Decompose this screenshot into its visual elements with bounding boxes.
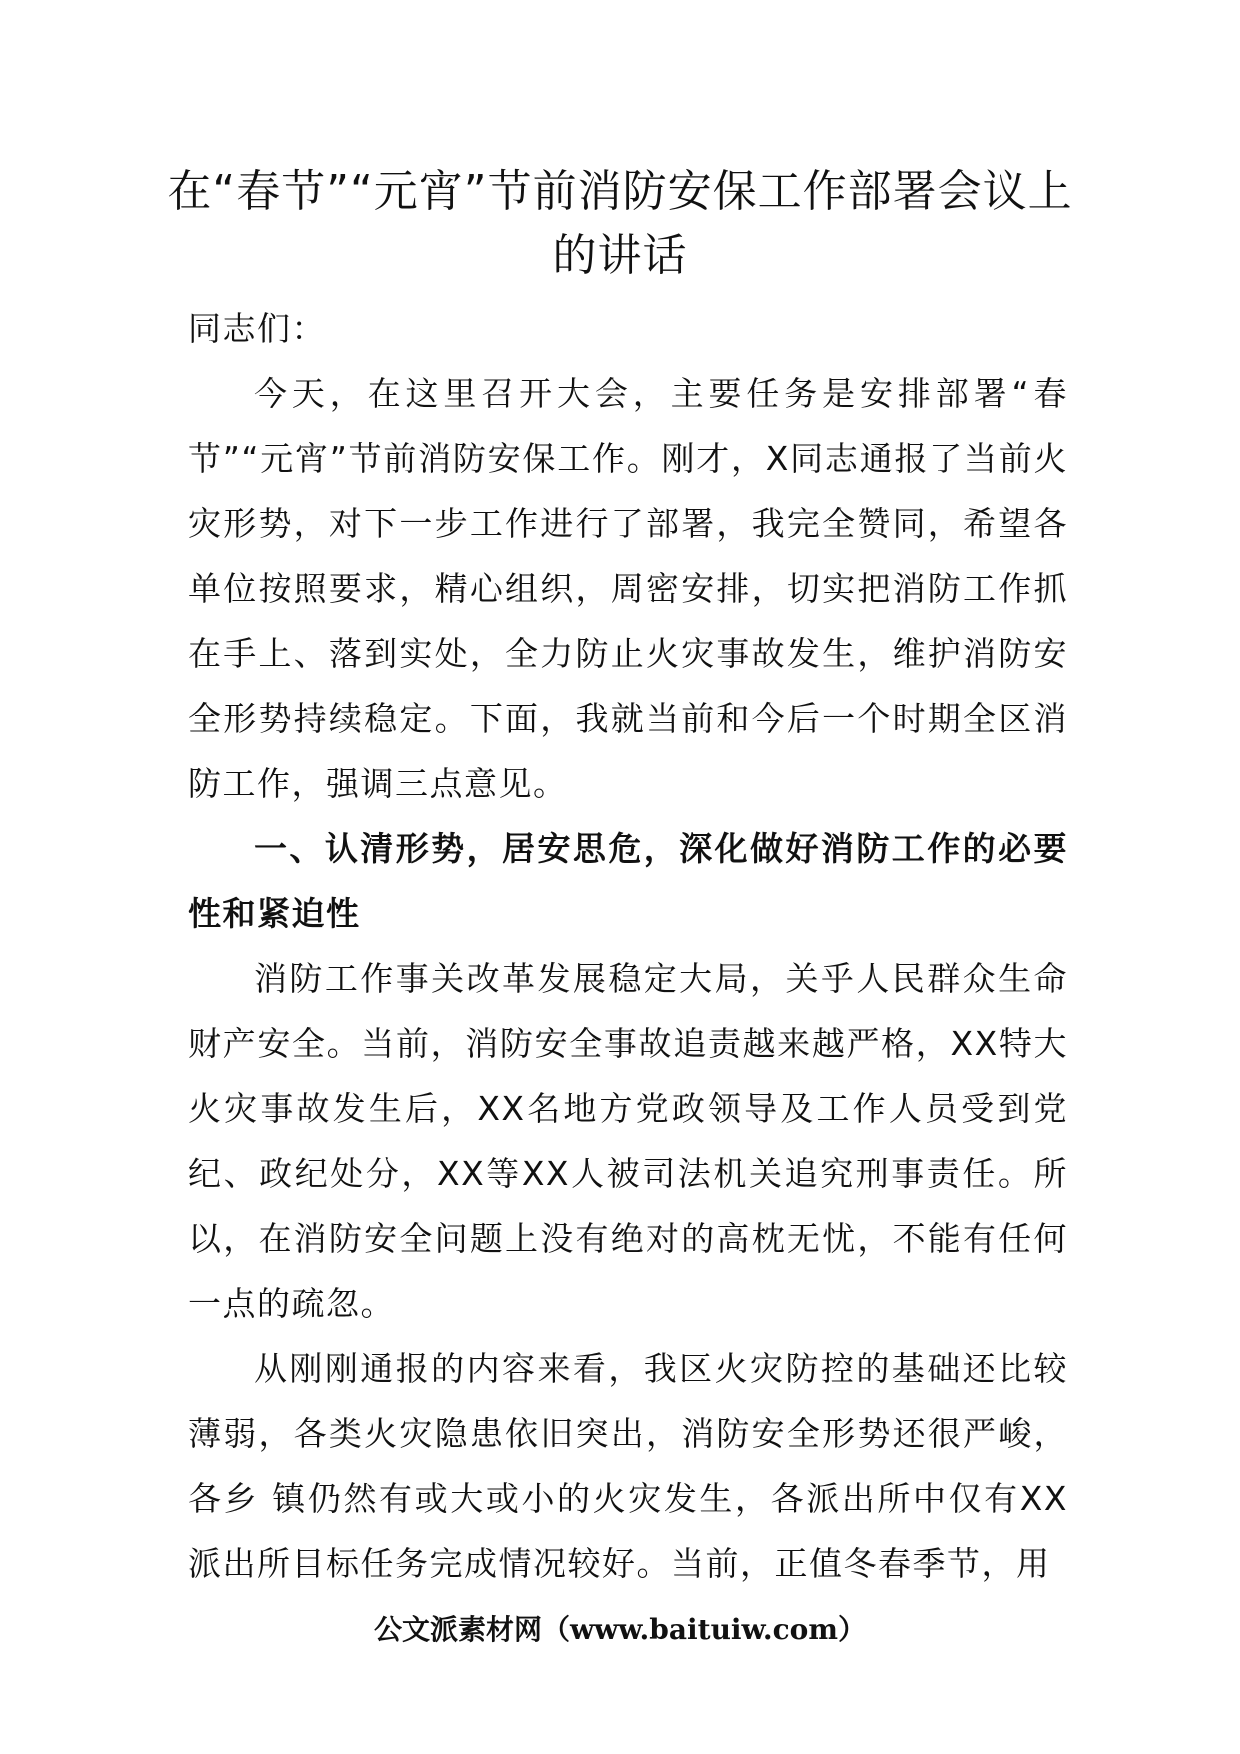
paragraph-fire-safety-importance: 消防工作事关改革发展稳定大局，关乎人民群众生命财产安全。当前，消防安全事故追责越来越严格，XX特大火灾事故发生后，XX名地方党政领导及工作人员受到党纪、政纪处分，XX等XX人被司法机关追究刑事责任。所以，在消防安全问题上没有绝对的高枕无忧，不能有任何一点的疏忽。 — [188, 959, 1068, 1323]
paragraph-current-situation: 从刚刚通报的内容来看，我区火灾防控的基础还比较薄弱，各类火灾隐患依旧突出，消防安全形势还很严峻，各乡 镇仍然有或大或小的火灾发生，各派出所中仅有XX派出所目标任务完成情况较好。当前，正值冬春季节，用 — [188, 1349, 1068, 1583]
salutation: 同志们： — [188, 309, 326, 348]
source-watermark: 公文派素材网（www.baituiw.com） — [374, 1613, 866, 1646]
document-title: 在“春节”“元宵”节前消防安保工作部署会议上的讲话 — [167, 166, 1073, 281]
paragraph-opening: 今天，在这里召开大会，主要任务是安排部署“春节”“元宵”节前消防安保工作。刚才，X同志通报了当前火灾形势，对下一步工作进行了部署，我完全赞同，希望各单位按照要求，精心组织，周密安排，切实把消防工作抓在手上、落到实处，全力防止火灾事故发生，维护消防安全形势持续稳定。下面，我就当前和今后一个时期全区消防工作，强调三点意见。 — [188, 374, 1068, 803]
document-body — [188, 296, 1068, 1596]
section-heading-one: 一、认清形势，居安思危，深化做好消防工作的必要性和紧迫性 — [188, 829, 1068, 933]
